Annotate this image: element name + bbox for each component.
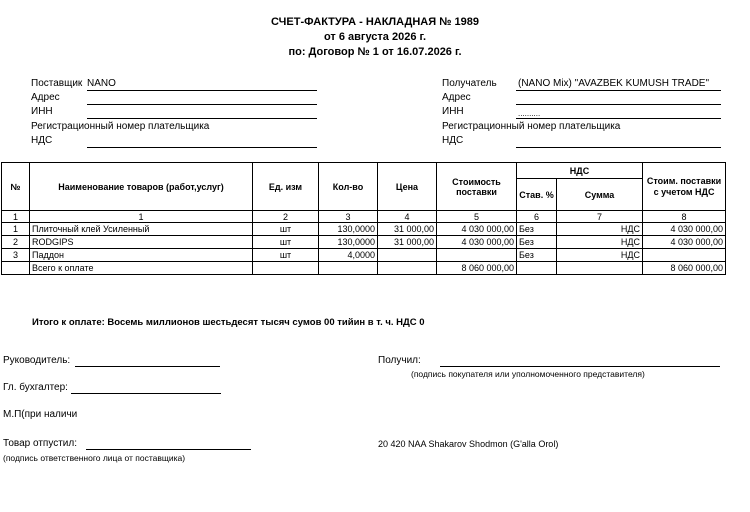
supplier-inn-line: [87, 118, 317, 119]
receiver-address-line: [516, 104, 721, 105]
col-header-qty: Кол-во: [319, 163, 378, 211]
released-signature-line: [86, 449, 251, 450]
row-no: 3: [2, 249, 30, 262]
row-cost: [437, 249, 517, 262]
receiver-inn-label: ИНН: [442, 106, 464, 117]
col-number: 7: [557, 211, 643, 223]
col-header-total: Стоим. поставки с учетом НДС: [643, 163, 726, 211]
row-unit: шт: [253, 223, 319, 236]
supplier-name-line: [87, 90, 317, 91]
total-row-spacer: [378, 262, 437, 275]
received-caption: (подпись покупателя или уполномоченного представителя): [411, 369, 645, 379]
total-label: Всего к оплате: [30, 262, 253, 275]
row-cost: 4 030 000,00: [437, 236, 517, 249]
row-nds-rate: Без: [517, 236, 557, 249]
row-nds-rate: Без: [517, 223, 557, 236]
row-total: 4 030 000,00: [643, 236, 726, 249]
accountant-signature-line: [71, 393, 221, 394]
supplier-nds-line: [87, 147, 317, 148]
receiver-nds-label: НДС: [442, 135, 464, 146]
row-cost: 4 030 000,00: [437, 223, 517, 236]
row-name: Плиточный клей Усиленный: [30, 223, 253, 236]
col-header-nds-sum: Сумма: [557, 179, 643, 211]
table-row: [2, 223, 726, 236]
supplier-inn-label: ИНН: [31, 106, 53, 117]
column-number-row: [2, 211, 726, 223]
released-label: Товар отпустил:: [3, 438, 77, 449]
row-qty: 4,0000: [319, 249, 378, 262]
row-unit: шт: [253, 236, 319, 249]
col-number: 3: [319, 211, 378, 223]
table-row: [2, 236, 726, 249]
total-row-spacer: [557, 262, 643, 275]
accountant-label: Гл. бухгалтер:: [3, 382, 68, 393]
col-number: 5: [437, 211, 517, 223]
col-number: 8: [643, 211, 726, 223]
row-nds-sum: НДС: [557, 223, 643, 236]
total-row-spacer: [253, 262, 319, 275]
col-number: 2: [253, 211, 319, 223]
receiver-name-line: [516, 90, 721, 91]
receiver-inn-line: [516, 118, 721, 119]
total-with-nds: 8 060 000,00: [643, 262, 726, 275]
row-name: Паддон: [30, 249, 253, 262]
row-price: 31 000,00: [378, 223, 437, 236]
receiver-reg-label: Регистрационный номер плательщика: [442, 121, 621, 132]
total-row-spacer: [517, 262, 557, 275]
col-header-unit: Ед. изм: [253, 163, 319, 211]
total-cost: 8 060 000,00: [437, 262, 517, 275]
row-no: 1: [2, 223, 30, 236]
row-name: RODGIPS: [30, 236, 253, 249]
director-label: Руководитель:: [3, 355, 71, 366]
col-number: 4: [378, 211, 437, 223]
invoice-table: [1, 162, 726, 275]
contract-reference: по: Договор № 1 от 16.07.2026 г.: [288, 46, 462, 58]
col-header-price: Цена: [378, 163, 437, 211]
row-nds-sum: НДС: [557, 236, 643, 249]
col-number: 1: [2, 211, 30, 223]
row-total: [643, 249, 726, 262]
receiver-label: Получатель: [442, 78, 497, 89]
col-header-nds-group: НДС: [517, 163, 643, 179]
row-qty: 130,0000: [319, 223, 378, 236]
received-label: Получил:: [378, 355, 421, 366]
total-row: [2, 262, 726, 275]
col-header-no: №: [2, 163, 30, 211]
receiver-nds-line: [516, 147, 721, 148]
col-header-name: Наименование товаров (работ,услуг): [30, 163, 253, 211]
col-header-cost: Стоимость поставки: [437, 163, 517, 211]
row-nds-rate: Без: [517, 249, 557, 262]
col-header-nds-rate: Став. %: [517, 179, 557, 211]
row-total: 4 030 000,00: [643, 223, 726, 236]
driver-info: 20 420 NAA Shakarov Shodmon (G'alla Orol): [378, 439, 559, 449]
payment-summary: Итого к оплате: Восемь миллионов шестьдесят тысяч сумов 00 тийин в т. ч. НДС 0: [32, 317, 425, 328]
row-price: [378, 249, 437, 262]
supplier-name: NANO: [87, 78, 116, 89]
row-no: 2: [2, 236, 30, 249]
table-row: [2, 249, 726, 262]
supplier-address-label: Адрес: [31, 92, 60, 103]
col-number: 1: [30, 211, 253, 223]
supplier-label: Поставщик: [31, 78, 83, 89]
row-unit: шт: [253, 249, 319, 262]
supplier-address-line: [87, 104, 317, 105]
total-row-spacer: [2, 262, 30, 275]
row-price: 31 000,00: [378, 236, 437, 249]
director-signature-line: [75, 366, 220, 367]
receiver-inn-value: ..........: [518, 109, 541, 118]
supplier-reg-label: Регистрационный номер плательщика: [31, 121, 210, 132]
received-signature-line: [440, 366, 720, 367]
receiver-address-label: Адрес: [442, 92, 471, 103]
document-date: от 6 августа 2026 г.: [323, 31, 427, 43]
document-title: СЧЕТ-ФАКТУРА - НАКЛАДНАЯ № 1989: [271, 16, 479, 28]
row-nds-sum: НДС: [557, 249, 643, 262]
total-row-spacer: [319, 262, 378, 275]
receiver-name: (NANO Mix) "AVAZBEK KUMUSH TRADE": [518, 78, 710, 89]
col-number: 6: [517, 211, 557, 223]
stamp-label: М.П(при наличи: [3, 409, 78, 420]
released-caption: (подпись ответственного лица от поставщика): [3, 453, 186, 463]
supplier-nds-label: НДС: [31, 135, 53, 146]
row-qty: 130,0000: [319, 236, 378, 249]
